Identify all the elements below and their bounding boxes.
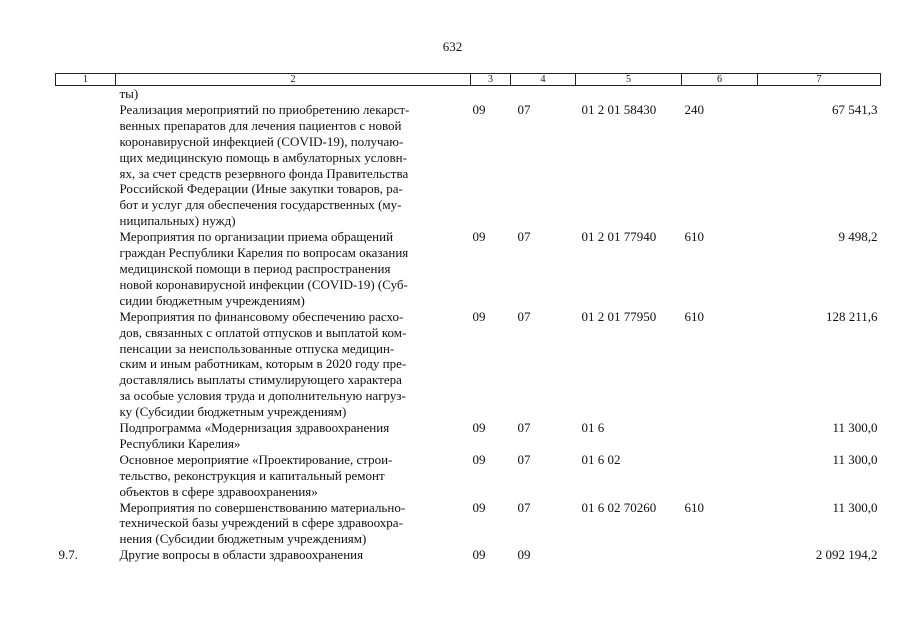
target-article-code: 01 2 01 58430 (581, 101, 657, 117)
column-number-header: 2 (116, 74, 471, 86)
amount: 2 092 194,2 (815, 547, 878, 563)
row-description (116, 86, 471, 102)
column-number-header: 1 (56, 74, 116, 86)
description-line: ниципальных) нужд) (119, 213, 236, 229)
row-description (116, 102, 471, 229)
column-number-header: 3 (471, 74, 511, 86)
description-line: ты) (119, 86, 139, 101)
description-line: ским и иным работникам, которым в 2020 году пре- (119, 356, 407, 372)
description-line: пенсации за неиспользованные отпуска медицин- (119, 340, 395, 356)
description-line: Реализация мероприятий по приобретению лекарст- (119, 101, 410, 117)
amount: 11 300,0 (832, 451, 878, 467)
description-line: тельство, реконструкция и капитальный ремонт (119, 467, 385, 483)
target-article-code: 01 2 01 77950 (581, 308, 657, 324)
amount: 67 541,3 (832, 101, 878, 117)
budget-table (55, 73, 881, 563)
subsection-code: 07 (517, 229, 531, 245)
column-number-header: 7 (758, 74, 881, 86)
description-line: щих медицинскую помощь в амбулаторных условн- (119, 149, 407, 165)
description-line: новой коронавирусной инфекции (COVID-19) (Суб- (119, 276, 408, 292)
section-code: 09 (472, 547, 486, 563)
expense-type-code: 610 (684, 499, 704, 515)
row-number (56, 102, 116, 229)
table-row (56, 420, 881, 452)
table-row (56, 309, 881, 420)
amount: 11 300,0 (832, 420, 878, 436)
section-code: 09 (472, 308, 486, 324)
target-article-code: 01 6 02 70260 (581, 499, 657, 515)
description-line: Республики Карелия» (119, 435, 241, 451)
table-row (56, 86, 881, 102)
section-code: 09 (472, 420, 486, 436)
row-number (56, 86, 116, 102)
description-line: дов, связанных с оплатой отпусков и выплатой ком- (119, 324, 407, 340)
page-number: 632 (442, 39, 463, 54)
target-article-code: 01 2 01 77940 (581, 229, 657, 245)
row-number: 9.7. (58, 547, 78, 563)
table-row (56, 500, 881, 548)
column-number-header: 5 (576, 74, 682, 86)
table-row (56, 547, 881, 563)
description-line: Мероприятия по совершенствованию материально- (119, 499, 406, 515)
expense-type-code (682, 547, 758, 563)
subsection-code: 07 (517, 499, 531, 515)
target-article-code: 01 6 (581, 420, 605, 436)
description-line: коронавирусной инфекцией (COVID-19), получаю- (119, 133, 404, 149)
table-row (56, 102, 881, 229)
subsection-code: 07 (517, 420, 531, 436)
row-description (116, 309, 471, 420)
description-line: Основное мероприятие «Проектирование, строи- (119, 451, 393, 467)
subsection-code (511, 86, 576, 102)
expense-type-code: 610 (684, 229, 704, 245)
description-line: Мероприятия по финансовому обеспечению расхо- (119, 308, 404, 324)
table-row (56, 452, 881, 500)
row-description (116, 229, 471, 309)
column-number-row (56, 74, 881, 86)
section-code: 09 (472, 499, 486, 515)
description-line: бот и услуг для обеспечения государственных (му- (119, 197, 402, 213)
column-number-header: 6 (682, 74, 758, 86)
description-line: Подпрограмма «Модернизация здравоохранения (119, 420, 390, 436)
row-number (56, 452, 116, 500)
row-description (116, 500, 471, 548)
subsection-code: 07 (517, 308, 531, 324)
expense-type-code (682, 420, 758, 452)
section-code (471, 86, 511, 102)
target-article-code: 01 6 02 (581, 451, 621, 467)
expense-type-code: 610 (684, 308, 704, 324)
amount: 11 300,0 (832, 499, 878, 515)
row-number (56, 309, 116, 420)
description-line: Другие вопросы в области здравоохранения (119, 547, 364, 563)
target-article-code (576, 86, 682, 102)
target-article-code (576, 547, 682, 563)
subsection-code: 09 (517, 547, 531, 563)
expense-type-code (682, 452, 758, 500)
section-code: 09 (472, 229, 486, 245)
section-code: 09 (472, 451, 486, 467)
description-line: медицинской помощи в период распространения (119, 260, 391, 276)
budget-table-body (56, 86, 881, 564)
row-description (116, 547, 471, 563)
description-line: венных препаратов для лечения пациентов с новой (119, 117, 402, 133)
subsection-code: 07 (517, 451, 531, 467)
description-line: Российской Федерации (Иные закупки товаров, ра- (119, 181, 403, 197)
description-line: за особые условия труда и дополнительную нагруз- (119, 388, 406, 404)
description-line: ку (Субсидии бюджетным учреждениям) (119, 404, 347, 420)
expense-type-code (682, 86, 758, 102)
description-line: ях, за счет средств резервного фонда Правительства (119, 165, 409, 181)
amount: 128 211,6 (825, 308, 878, 324)
table-row (56, 229, 881, 309)
amount (758, 86, 881, 102)
description-line: граждан Республики Карелия по вопросам оказания (119, 245, 409, 261)
column-number-header: 4 (511, 74, 576, 86)
row-number (56, 229, 116, 309)
description-line: объектов в сфере здравоохранения» (119, 483, 318, 499)
description-line: доставлялись выплаты стимулирующего характера (119, 372, 402, 388)
row-number (56, 500, 116, 548)
description-line: сидии бюджетным учреждениям) (119, 292, 305, 308)
description-line: нения (Субсидии бюджетным учреждениям) (119, 531, 367, 547)
description-line: Мероприятия по организации приема обращений (119, 229, 394, 245)
expense-type-code: 240 (684, 101, 704, 117)
row-number (56, 420, 116, 452)
description-line: технической базы учреждений в сфере здравоохра- (119, 515, 403, 531)
row-description (116, 452, 471, 500)
section-code: 09 (472, 101, 486, 117)
subsection-code: 07 (517, 101, 531, 117)
amount: 9 498,2 (838, 229, 878, 245)
row-description (116, 420, 471, 452)
